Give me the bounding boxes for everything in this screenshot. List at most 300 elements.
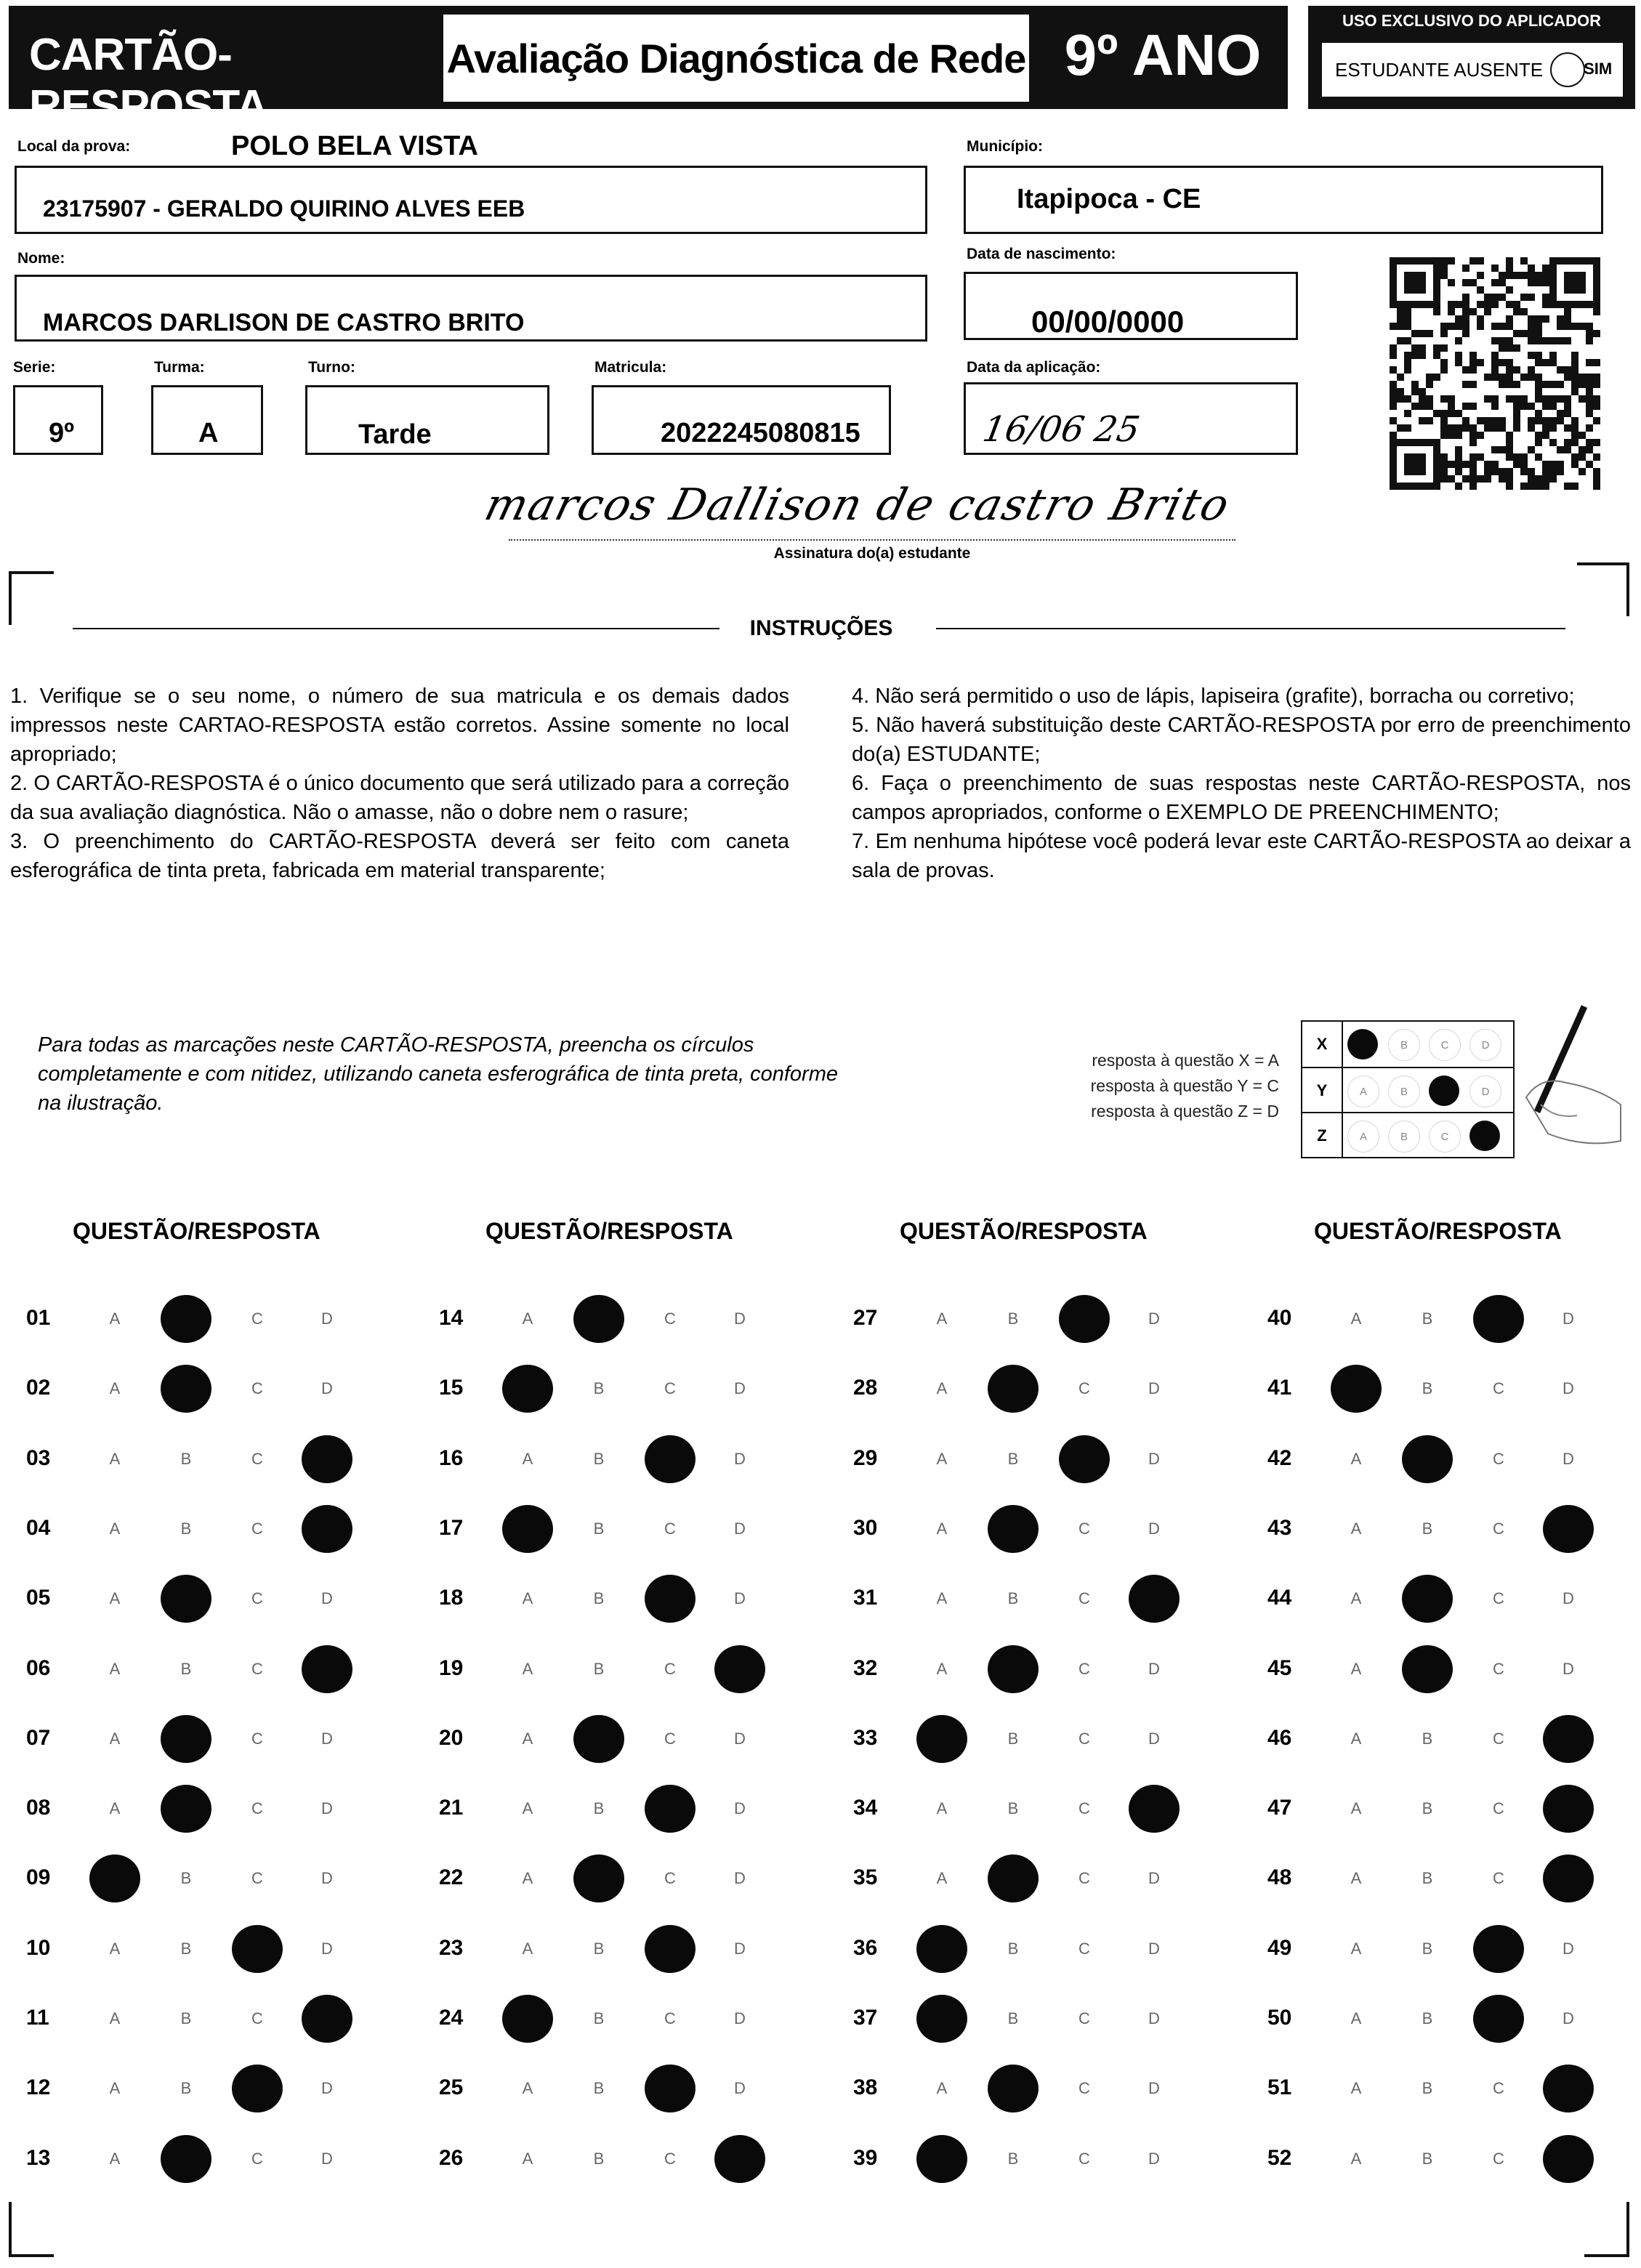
instructions-title: INSTRUÇÕES (749, 616, 893, 640)
filled-answer-bubble[interactable] (916, 1995, 967, 2043)
answer-bubble[interactable]: B (180, 2009, 192, 2027)
answer-bubble[interactable]: B (1422, 2079, 1433, 2098)
answer-bubble[interactable]: C (1493, 1729, 1504, 1748)
instruction-1: 1. Verifique se o seu nome, o número de sua matricula e os demais dados impressos neste CARTAO-RESPOSTA estão corretos. Assine somente no local apropriado; (10, 685, 789, 766)
instruction-7: 7. Em nenhuma hipótese você poderá levar este CARTÃO-RESPOSTA ao deixar a sala de provas. (852, 830, 1631, 882)
example-row-label: X (1302, 1022, 1343, 1067)
answer-bubble[interactable]: C (251, 1799, 263, 1818)
answer-bubble[interactable]: A (936, 1379, 948, 1398)
answer-bubble[interactable]: A (109, 2149, 121, 2168)
answer-bubble[interactable]: C (1078, 2009, 1090, 2027)
nascimento-box (964, 272, 1298, 340)
answer-bubble[interactable]: D (321, 2149, 333, 2168)
answer-bubble[interactable]: C (251, 1379, 263, 1398)
example-legend (1032, 1048, 1279, 1124)
question-number: 38 (853, 2075, 878, 2100)
question-number: 04 (26, 1515, 51, 1540)
question-number: 27 (853, 1306, 878, 1330)
answer-bubble[interactable]: D (321, 1589, 333, 1608)
answer-bubble[interactable]: B (1422, 1519, 1433, 1538)
filled-answer-bubble[interactable] (502, 1505, 553, 1553)
filled-answer-bubble[interactable] (988, 1505, 1039, 1553)
absent-checkbox[interactable] (1550, 52, 1613, 87)
question-number: 45 (1267, 1655, 1292, 1680)
answer-bubble[interactable]: B (180, 1519, 192, 1538)
answer-bubble[interactable]: A (1350, 1449, 1362, 1468)
answer-bubble[interactable]: B (180, 1449, 192, 1468)
answer-bubble[interactable]: A (1350, 2079, 1362, 2098)
answer-bubble[interactable]: D (734, 1449, 746, 1468)
answer-bubble[interactable]: B (1422, 2009, 1433, 2027)
filled-answer-bubble[interactable] (1543, 2135, 1594, 2183)
answer-bubble[interactable]: C (1078, 1869, 1090, 1888)
answer-bubble[interactable]: A (109, 1589, 121, 1608)
instructions-left-column (10, 682, 789, 885)
answer-bubble[interactable]: A (1350, 2009, 1362, 2027)
question-number: 18 (439, 1586, 464, 1610)
answer-bubble[interactable]: D (1148, 1729, 1160, 1748)
filled-answer-bubble[interactable] (1473, 1925, 1524, 1973)
filled-answer-bubble[interactable] (232, 1925, 283, 1973)
question-number: 13 (26, 2145, 51, 2170)
filled-answer-bubble[interactable] (1543, 1505, 1594, 1553)
question-number: 14 (439, 1306, 464, 1330)
filled-answer-bubble[interactable] (714, 1645, 765, 1693)
question-number: 12 (26, 2075, 51, 2100)
question-number: 24 (439, 2006, 464, 2030)
legend-y: resposta à questão Y = C (1090, 1076, 1279, 1095)
answer-bubble[interactable]: A (936, 1589, 948, 1608)
answer-bubble[interactable]: C (1493, 2149, 1504, 2168)
answer-bubble[interactable]: A (109, 1729, 121, 1748)
filled-answer-bubble[interactable] (302, 1435, 352, 1483)
question-number: 36 (853, 1935, 878, 1960)
answer-bubble[interactable]: A (1350, 1589, 1362, 1608)
question-number: 17 (439, 1515, 464, 1540)
answer-bubble[interactable]: D (734, 2009, 746, 2027)
answer-bubble[interactable]: D (734, 1589, 746, 1608)
municipio-box (964, 166, 1603, 234)
answer-bubble[interactable]: B (1422, 1379, 1433, 1398)
nome-value: MARCOS DARLISON DE CASTRO BRITO (43, 309, 525, 336)
question-number: 49 (1267, 1935, 1292, 1960)
aplicacao-value: 16/06 25 (980, 409, 1143, 450)
answer-bubble[interactable]: C (1078, 1519, 1090, 1538)
local-value: POLO BELA VISTA (231, 131, 478, 161)
answer-bubble[interactable]: C (251, 1659, 263, 1678)
answer-bubble[interactable]: A (109, 1309, 121, 1328)
answer-bubble[interactable]: A (936, 1869, 948, 1888)
question-number: 22 (439, 1865, 464, 1890)
serie-box (13, 385, 103, 455)
filled-answer-bubble[interactable] (1473, 1295, 1524, 1343)
question-number: 20 (439, 1725, 464, 1750)
answer-bubble[interactable]: C (1493, 1519, 1504, 1538)
filled-answer-bubble[interactable] (1402, 1435, 1453, 1483)
question-number: 31 (853, 1586, 878, 1610)
question-number: 26 (439, 2145, 464, 2170)
answer-bubble[interactable]: D (734, 1729, 746, 1748)
answer-bubble[interactable]: C (251, 1869, 263, 1888)
question-number: 33 (853, 1725, 878, 1750)
answer-bubble[interactable]: A (522, 2149, 533, 2168)
filled-answer-bubble[interactable] (645, 2065, 695, 2112)
filled-answer-bubble[interactable] (1543, 2065, 1594, 2112)
answer-bubble[interactable]: B (180, 1659, 192, 1678)
exam-title-box (443, 15, 1029, 102)
answer-bubble[interactable]: D (1148, 2149, 1160, 2168)
filled-answer-bubble[interactable] (916, 2135, 967, 2183)
legend-x: resposta à questão X = A (1092, 1051, 1279, 1070)
question-number: 29 (853, 1445, 878, 1470)
filled-answer-bubble[interactable] (1543, 1855, 1594, 1902)
answer-bubble[interactable]: D (1148, 1379, 1160, 1398)
answer-bubble[interactable]: B (1422, 1729, 1433, 1748)
filled-answer-bubble[interactable] (916, 1925, 967, 1973)
example-row-label: Z (1302, 1113, 1343, 1158)
serie-label: Serie: (13, 359, 56, 376)
answer-bubble[interactable]: B (180, 1939, 192, 1958)
nascimento-value: 00/00/0000 (1031, 304, 1185, 339)
answer-bubble[interactable]: A (109, 2079, 121, 2098)
filled-answer-bubble[interactable] (645, 1575, 695, 1623)
question-number: 39 (853, 2145, 878, 2170)
filled-answer-bubble[interactable] (502, 1365, 553, 1413)
example-bubble: D (1469, 1076, 1501, 1107)
answer-bubble[interactable]: B (593, 2009, 605, 2027)
answer-bubble[interactable]: D (734, 1869, 746, 1888)
answer-bubble[interactable]: C (251, 1519, 263, 1538)
filled-answer-bubble[interactable] (573, 1855, 624, 1902)
answer-bubble[interactable]: B (180, 1869, 192, 1888)
answer-bubble[interactable]: D (321, 1869, 333, 1888)
answer-bubble[interactable]: C (664, 1869, 676, 1888)
filled-answer-bubble[interactable] (645, 1435, 695, 1483)
filled-answer-bubble[interactable] (1543, 1785, 1594, 1833)
answer-bubble[interactable]: C (1493, 1449, 1504, 1468)
answer-bubble[interactable]: D (1563, 2009, 1574, 2027)
answer-bubble[interactable]: B (1007, 1939, 1019, 1958)
municipio-value: Itapipoca - CE (1017, 184, 1201, 214)
filled-answer-bubble[interactable] (1129, 1575, 1180, 1623)
answer-bubble[interactable]: C (1078, 1729, 1090, 1748)
turno-label: Turno: (308, 359, 355, 376)
filled-answer-bubble[interactable] (302, 1645, 352, 1693)
answer-bubble[interactable]: A (1350, 2149, 1362, 2168)
example-bubble: D (1469, 1029, 1501, 1061)
school-value: 23175907 - GERALDO QUIRINO ALVES EEB (43, 195, 525, 222)
absent-box (1320, 41, 1625, 99)
example-filled-bubble (1469, 1121, 1500, 1151)
answer-bubble[interactable]: A (522, 1589, 533, 1608)
filled-answer-bubble[interactable] (573, 1295, 624, 1343)
question-number: 51 (1267, 2075, 1292, 2100)
answer-bubble[interactable]: C (251, 1589, 263, 1608)
answer-bubble[interactable]: C (664, 1379, 676, 1398)
filled-answer-bubble[interactable] (302, 1995, 352, 2043)
answer-bubble[interactable]: B (1422, 1939, 1433, 1958)
answer-bubble[interactable]: D (1563, 1939, 1574, 1958)
answer-bubble[interactable]: B (1422, 1309, 1433, 1328)
answer-bubble[interactable]: B (593, 1799, 605, 1818)
answer-bubble[interactable]: A (522, 1869, 533, 1888)
answer-bubble[interactable]: D (734, 1799, 746, 1818)
answer-bubble[interactable]: B (1007, 1729, 1019, 1748)
answer-bubble[interactable]: A (109, 1379, 121, 1398)
answer-bubble[interactable]: C (1493, 1659, 1504, 1678)
question-number: 15 (439, 1376, 464, 1400)
answer-bubble[interactable]: B (1422, 2149, 1433, 2168)
answer-bubble[interactable]: D (1563, 1449, 1574, 1468)
answer-bubble[interactable]: B (593, 1449, 605, 1468)
answer-bubble[interactable]: A (109, 1659, 121, 1678)
filled-answer-bubble[interactable] (502, 1995, 553, 2043)
question-number: 46 (1267, 1725, 1292, 1750)
question-number: 35 (853, 1865, 878, 1890)
filled-answer-bubble[interactable] (988, 1365, 1039, 1413)
answer-bubble[interactable]: C (1078, 1659, 1090, 1678)
answer-bubble[interactable]: A (1350, 1729, 1362, 1748)
answer-bubble[interactable]: C (664, 1729, 676, 1748)
example-bubble: B (1388, 1076, 1420, 1107)
answer-bubble[interactable]: B (593, 1379, 605, 1398)
instruction-2: 2. O CARTÃO-RESPOSTA é o único documento que será utilizado para a correção da sua avaliação diagnóstica. Não o amasse, não o dobre nem o rasure; (10, 772, 789, 824)
answer-bubble[interactable]: C (251, 1309, 263, 1328)
answer-bubble[interactable]: D (1148, 2079, 1160, 2098)
answer-bubble[interactable]: A (522, 1309, 533, 1328)
answer-bubble[interactable]: C (251, 1449, 263, 1468)
pen-illustration-icon (1497, 996, 1635, 1163)
answer-bubble[interactable]: D (321, 1939, 333, 1958)
answer-bubble[interactable]: D (1148, 1869, 1160, 1888)
example-filled-bubble (1347, 1029, 1378, 1060)
answer-bubble[interactable]: B (593, 1659, 605, 1678)
question-number: 30 (853, 1515, 878, 1540)
answer-bubble[interactable]: A (936, 2079, 948, 2098)
answer-bubble[interactable]: B (1422, 1869, 1433, 1888)
filled-answer-bubble[interactable] (1473, 1995, 1524, 2043)
answer-bubble[interactable]: D (734, 1519, 746, 1538)
signature-line (509, 539, 1235, 541)
answer-bubble[interactable]: A (109, 1519, 121, 1538)
question-number: 52 (1267, 2145, 1292, 2170)
answer-bubble[interactable]: D (1148, 1309, 1160, 1328)
answer-bubble[interactable]: B (593, 1589, 605, 1608)
matricula-label: Matricula: (594, 359, 667, 376)
answer-bubble[interactable]: D (1148, 1659, 1160, 1678)
answer-bubble[interactable]: C (1078, 1799, 1090, 1818)
answer-bubble[interactable]: A (109, 1449, 121, 1468)
answer-bubble[interactable]: D (734, 1309, 746, 1328)
question-number: 42 (1267, 1445, 1292, 1470)
filled-answer-bubble[interactable] (645, 1785, 695, 1833)
answer-bubble[interactable]: A (936, 1659, 948, 1678)
question-number: 11 (26, 2006, 49, 2030)
example-text: Para todas as marcações neste CARTÃO-RESPOSTA, preencha os círculos completamente e com nitidez, utilizando caneta esferográfica de tinta preta, conforme na ilustração. (38, 1033, 838, 1115)
question-number: 19 (439, 1655, 464, 1680)
example-row-label: Y (1302, 1068, 1343, 1113)
answer-bubble[interactable]: A (522, 1659, 533, 1678)
answer-bubble[interactable]: C (664, 1309, 676, 1328)
question-number: 50 (1267, 2006, 1292, 2030)
answer-bubble[interactable]: A (936, 1309, 948, 1328)
question-number: 09 (26, 1865, 51, 1890)
filled-answer-bubble[interactable] (161, 2135, 211, 2183)
filled-answer-bubble[interactable] (1543, 1715, 1594, 1763)
answer-bubble[interactable]: D (321, 2079, 333, 2098)
answer-bubble[interactable]: A (1350, 1939, 1362, 1958)
filled-answer-bubble[interactable] (302, 1505, 352, 1553)
answer-bubble[interactable]: D (1563, 1309, 1574, 1328)
answer-bubble[interactable]: A (522, 1449, 533, 1468)
answer-bubble[interactable]: B (1007, 1589, 1019, 1608)
answer-bubble[interactable]: C (1078, 1589, 1090, 1608)
answer-bubble[interactable]: A (936, 1449, 948, 1468)
answer-bubble[interactable]: A (522, 1939, 533, 1958)
question-number: 07 (26, 1725, 51, 1750)
filled-answer-bubble[interactable] (1059, 1435, 1110, 1483)
answer-bubble[interactable]: D (321, 1799, 333, 1818)
filled-answer-bubble[interactable] (988, 1645, 1039, 1693)
answer-bubble[interactable]: A (522, 1799, 533, 1818)
filled-answer-bubble[interactable] (232, 2065, 283, 2112)
card-title: CARTÃO-RESPOSTA (29, 30, 268, 132)
applicator-label: USO EXCLUSIVO DO APLICADOR (1342, 12, 1602, 30)
filled-answer-bubble[interactable] (988, 2065, 1039, 2112)
answer-bubble[interactable]: D (321, 1379, 333, 1398)
filled-answer-bubble[interactable] (645, 1925, 695, 1973)
exam-title: Avaliação Diagnóstica de Rede (446, 35, 1026, 81)
answer-bubble[interactable]: D (1148, 1519, 1160, 1538)
answer-bubble[interactable]: D (321, 1309, 333, 1328)
question-number: 03 (26, 1445, 51, 1470)
answer-bubble[interactable]: B (593, 2079, 605, 2098)
answer-bubble[interactable]: C (664, 2149, 676, 2168)
turno-value: Tarde (358, 419, 432, 450)
answer-bubble[interactable]: C (251, 2149, 263, 2168)
filled-answer-bubble[interactable] (161, 1575, 211, 1623)
filled-answer-bubble[interactable] (1059, 1295, 1110, 1343)
example-row (1302, 1022, 1513, 1067)
answer-bubble[interactable]: A (936, 1519, 948, 1538)
column-header: QUESTÃO/RESPOSTA (73, 1218, 320, 1244)
answer-bubble[interactable]: A (522, 2079, 533, 2098)
question-number: 23 (439, 1935, 464, 1960)
answer-bubble[interactable]: C (1078, 2149, 1090, 2168)
answer-bubble[interactable]: C (1078, 1939, 1090, 1958)
answer-bubble[interactable]: D (1148, 2009, 1160, 2027)
answer-bubble[interactable]: B (1007, 1449, 1019, 1468)
filled-answer-bubble[interactable] (161, 1715, 211, 1763)
answer-bubble[interactable]: D (734, 1379, 746, 1398)
answer-bubble[interactable]: B (1422, 1799, 1433, 1818)
answer-bubble[interactable]: C (251, 2009, 263, 2027)
filled-answer-bubble[interactable] (988, 1855, 1039, 1902)
question-number: 43 (1267, 1515, 1292, 1540)
filled-answer-bubble[interactable] (1129, 1785, 1180, 1833)
answer-bubble[interactable]: A (522, 1729, 533, 1748)
legend-z: resposta à questão Z = D (1091, 1102, 1279, 1121)
answer-bubble[interactable]: C (1078, 2079, 1090, 2098)
answer-bubble[interactable]: A (1350, 1869, 1362, 1888)
question-number: 28 (853, 1376, 878, 1400)
answer-bubble[interactable]: C (664, 2009, 676, 2027)
column-header: QUESTÃO/RESPOSTA (485, 1218, 733, 1244)
answer-bubble[interactable]: B (593, 1939, 605, 1958)
question-number: 47 (1267, 1796, 1292, 1820)
instruction-3: 3. O preenchimento do CARTÃO-RESPOSTA deverá ser feito com caneta esferográfica de tinta preta, fabricada em material transparente; (10, 830, 789, 882)
answer-bubble[interactable]: D (1148, 1939, 1160, 1958)
filled-answer-bubble[interactable] (89, 1855, 140, 1902)
answer-bubble[interactable]: C (1493, 1379, 1504, 1398)
nome-box (15, 275, 927, 342)
answer-bubble[interactable]: D (734, 1939, 746, 1958)
answer-bubble[interactable]: A (1350, 1519, 1362, 1538)
answer-bubble[interactable]: A (109, 2009, 121, 2027)
question-number: 41 (1267, 1376, 1292, 1400)
answer-bubble[interactable]: D (734, 2079, 746, 2098)
answer-bubble[interactable]: A (936, 1799, 948, 1818)
answer-bubble[interactable]: D (1148, 1449, 1160, 1468)
answer-bubble[interactable]: B (180, 2079, 192, 2098)
answer-bubble[interactable]: C (1493, 1869, 1504, 1888)
answer-bubble[interactable]: C (1493, 1799, 1504, 1818)
answer-bubble[interactable]: B (1007, 1799, 1019, 1818)
answer-bubble[interactable]: D (1563, 1589, 1574, 1608)
example-bubble: A (1347, 1121, 1379, 1153)
filled-answer-bubble[interactable] (573, 1715, 624, 1763)
filled-answer-bubble[interactable] (714, 2135, 765, 2183)
filled-answer-bubble[interactable] (916, 1715, 967, 1763)
answer-bubble[interactable]: C (664, 1519, 676, 1538)
answer-bubble[interactable]: C (664, 1659, 676, 1678)
answer-bubble[interactable]: A (109, 1799, 121, 1818)
answer-bubble[interactable]: B (1007, 2149, 1019, 2168)
question-number: 06 (26, 1655, 51, 1680)
filled-answer-bubble[interactable] (1331, 1365, 1382, 1413)
answer-bubble[interactable]: A (1350, 1309, 1362, 1328)
question-number: 21 (439, 1796, 464, 1820)
question-number: 05 (26, 1586, 51, 1610)
filled-answer-bubble[interactable] (161, 1295, 211, 1343)
example-bubble: B (1388, 1029, 1420, 1061)
answer-bubble[interactable]: C (1078, 1379, 1090, 1398)
question-number: 34 (853, 1796, 878, 1820)
column-header: QUESTÃO/RESPOSTA (1314, 1218, 1562, 1244)
local-label: Local da prova: (17, 138, 131, 155)
answer-bubble[interactable]: B (1007, 2009, 1019, 2027)
answer-bubble[interactable]: C (251, 1729, 263, 1748)
absent-label: ESTUDANTE AUSENTE (1335, 58, 1544, 81)
answer-bubble[interactable]: D (1563, 1659, 1574, 1678)
answer-bubble[interactable]: C (1493, 2079, 1504, 2098)
answer-bubble[interactable]: A (1350, 1659, 1362, 1678)
answer-bubble[interactable]: D (1563, 1379, 1574, 1398)
filled-answer-bubble[interactable] (1402, 1645, 1453, 1693)
matricula-box (592, 385, 891, 455)
serie-value: 9º (49, 418, 75, 448)
answer-bubble[interactable]: B (593, 2149, 605, 2168)
filled-answer-bubble[interactable] (161, 1365, 211, 1413)
answer-bubble[interactable]: A (1350, 1799, 1362, 1818)
answer-bubble[interactable]: C (1493, 1589, 1504, 1608)
filled-answer-bubble[interactable] (1402, 1575, 1453, 1623)
filled-answer-bubble[interactable] (161, 1785, 211, 1833)
answer-bubble[interactable]: A (109, 1939, 121, 1958)
answer-bubble[interactable]: B (593, 1519, 605, 1538)
answer-bubble[interactable]: D (321, 1729, 333, 1748)
answer-bubble[interactable]: B (1007, 1309, 1019, 1328)
